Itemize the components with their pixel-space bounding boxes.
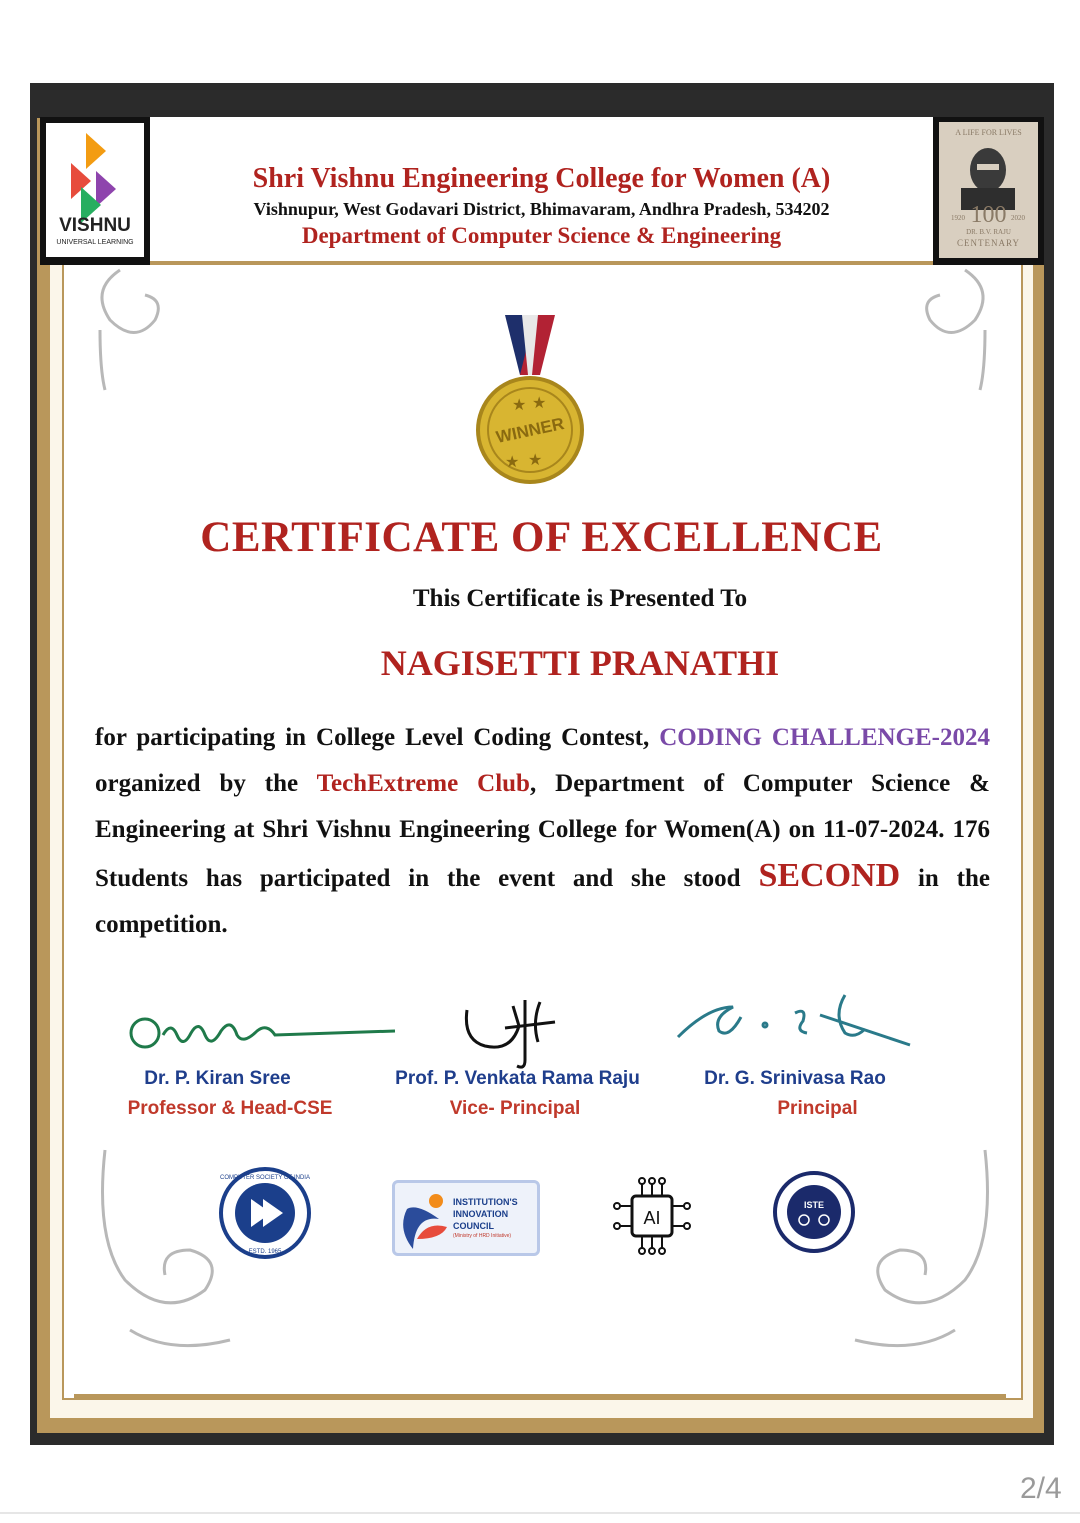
club-name: TechExtreme Club	[316, 770, 530, 797]
vishnu-logo-tagline: UNIVERSAL LEARNING	[56, 239, 134, 246]
svg-text:★: ★	[528, 452, 543, 469]
signatory-role-1: Professor & Head-CSE	[127, 1098, 333, 1119]
centenary-name: DR. B.V. RAJU	[966, 228, 1011, 236]
ai-label: AI	[643, 1208, 661, 1228]
signature-principal	[670, 985, 920, 1055]
body-part3: , Department of Computer Science & Engineering at Shri Vishnu Engineering College for Women(A) on 11-07-2024. 176 Students has participated in the event and she stood	[95, 770, 990, 892]
department-name: Department of Computer Science & Engineering	[301, 223, 782, 248]
iic-line1: INSTITUTION'S	[453, 1197, 518, 1207]
recipient-name: NAGISETTI PRANATHI	[380, 643, 780, 683]
centenary-year-left: 1920	[951, 214, 965, 222]
svg-text:★: ★	[512, 397, 527, 414]
portrait-icon	[939, 140, 1038, 210]
iic-logo	[392, 1180, 540, 1256]
signature-vice-principal	[455, 990, 585, 1070]
centenary-number: 100	[970, 202, 1007, 228]
csi-logo-icon	[217, 1165, 313, 1261]
iic-line3: COUNCIL	[453, 1221, 494, 1231]
svg-text:★: ★	[532, 395, 547, 412]
iic-sub: (Ministry of HRD Initiative)	[453, 1233, 512, 1239]
csi-estd-text: ESTD. 1965	[248, 1249, 282, 1255]
centenary-tagline: A LIFE FOR LIVES	[955, 128, 1022, 137]
body-part1: for participating in College Level Coding Contest,	[95, 724, 660, 751]
iste-center-text: ISTE	[803, 1200, 825, 1210]
iste-logo-icon	[772, 1170, 856, 1254]
certificate-body-text	[95, 715, 990, 948]
centenary-caption: CENTENARY	[957, 238, 1020, 248]
vishnu-logo-name: VISHNU	[59, 215, 131, 236]
winner-medal-icon	[470, 315, 590, 485]
vishnu-logo	[46, 123, 144, 257]
page-counter: 2/4	[1020, 1472, 1062, 1505]
viewer-bottom-rule	[0, 1512, 1080, 1514]
signature-hod	[125, 1005, 405, 1065]
ai-chip-icon	[612, 1176, 692, 1256]
iic-line2: INNOVATION	[453, 1209, 509, 1219]
signatory-role-3: Principal	[777, 1098, 858, 1119]
position-text: SECOND	[758, 857, 901, 894]
csi-ring-text: COMPUTER SOCIETY OF INDIA	[220, 1175, 310, 1181]
iic-emblem-icon	[401, 1189, 451, 1249]
svg-text:★: ★	[505, 454, 520, 471]
body-part2: organized by the	[95, 770, 317, 797]
college-name: Shri Vishnu Engineering College for Women (A)	[252, 163, 831, 194]
event-name: CODING CHALLENGE-2024	[659, 724, 990, 751]
centenary-year-right: 2020	[1011, 214, 1025, 222]
body-part4: in the competition.	[95, 865, 990, 938]
centenary-logo	[939, 122, 1038, 258]
medal-label: WINNER	[494, 414, 566, 447]
signatory-name-2: Prof. P. Venkata Rama Raju	[395, 1068, 640, 1089]
college-address: Vishnupur, West Godavari District, Bhimavaram, Andhra Pradesh, 534202	[253, 199, 830, 219]
signatory-name-3: Dr. G. Srinivasa Rao	[704, 1068, 886, 1089]
signatory-role-2: Vice- Principal	[449, 1098, 581, 1119]
presented-to-label: This Certificate is Presented To	[412, 585, 748, 612]
certificate-title: CERTIFICATE OF EXCELLENCE	[200, 514, 883, 561]
signatory-name-1: Dr. P. Kiran Sree	[144, 1068, 291, 1089]
